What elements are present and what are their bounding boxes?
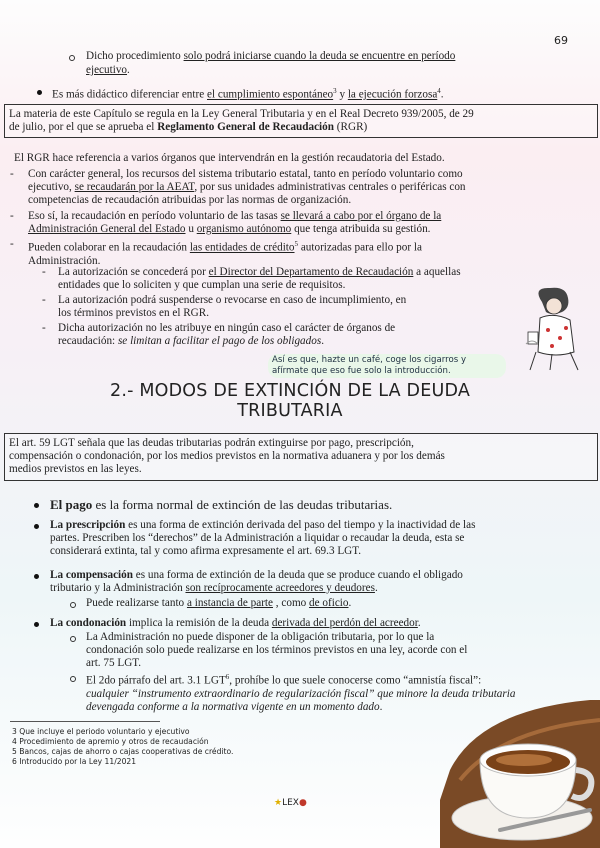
mode-compensacion: La compensación es una forma de extinción de la deuda que se produce cuando el obligado tributario y la Administración son recíprocamente acreedores y deudores.	[50, 569, 463, 594]
top-item-b: Es más didáctico diferenciar entre el cumplimiento espontáneo$^3$ y la ejecución forzosa$^4$.	[52, 87, 444, 101]
regulation-box: La materia de este Capítulo se regula en la Ley General Tributaria y en el Real Decreto 939/2005, de 29 de julio, por el que se aprueba el Reglamento General de Recaudación (RGR)	[4, 104, 598, 138]
page-number: 69	[554, 34, 568, 47]
sub-bullet-icon	[69, 55, 75, 61]
dash-sub-3: Dicha autorización no les atribuye en ningún caso el carácter de órganos de recaudación: se limitan a facilitar el pago de los obligados.	[58, 322, 396, 347]
section-title: 2.- MODOS DE EXTINCIÓN DE LA DEUDA TRIBUTARIA	[109, 381, 470, 421]
coffee-cup-illustration	[440, 690, 600, 848]
article-59-box: El art. 59 LGT señala que las deudas tributarias podrán extinguirse por pago, prescripción, compensación o condonación, por los medios previstos en la normativa aduanera y por los demás medios previstos en las leyes.	[4, 433, 598, 481]
brand-footer: ★LEX●	[274, 798, 307, 808]
sub-dash-marker: -	[42, 266, 46, 278]
bullet-icon	[34, 503, 39, 508]
blood-drop-icon: ●	[298, 798, 307, 808]
dash-item-3: Pueden colaborar en la recaudación las entidades de crédito$^5$ autorizadas para ello por la Administración.	[28, 240, 422, 267]
rgr-intro: El RGR hace referencia a varios órganos que intervendrán en la gestión recaudatoria del Estado.	[14, 152, 445, 164]
lady-drinking-illustration	[522, 282, 592, 372]
bullet-icon	[37, 90, 42, 95]
sub-bullet-icon	[70, 676, 76, 682]
condonacion-sub-2: El 2do párrafo del art. 3.1 LGT$^6$, prohíbe lo que suele conocerse como “amnistía fiscal”: cualquier “instrumento extraordinario de regularización fiscal” que minore la deuda tributaria devengada conforme a la normativa vigente en un momento dado.	[86, 673, 516, 713]
sub-bullet-icon	[70, 636, 76, 642]
footnote-separator	[10, 721, 160, 722]
mode-condonacion: La condonación implica la remisión de la deuda derivada del perdón del acreedor.	[50, 617, 421, 629]
condonacion-sub-1: La Administración no puede disponer de la obligación tributaria, por lo que la condonación solo puede realizarse en los términos previstos en una ley, acorde con el art. 75 LGT.	[86, 631, 468, 669]
bullet-icon	[34, 524, 39, 529]
dash-item-2: Eso sí, la recaudación en período voluntario de las tasas se llevará a cabo por el órgano de la Administración General del Estado u organismo autónomo que tenga atribuida su gestión.	[28, 210, 442, 235]
dash-marker: -	[10, 210, 14, 222]
speech-bubble: Así es que, hazte un café, coge los cigarros y afírmate que eso fue solo la introducción.	[268, 354, 506, 378]
sub-bullet-icon	[70, 602, 76, 608]
dash-sub-2: La autorización podrá suspenderse o revocarse en caso de incumplimiento, en los términos previstos en el RGR.	[58, 294, 407, 319]
bullet-icon	[34, 622, 39, 627]
compensacion-sub: Puede realizarse tanto a instancia de parte , como de oficio.	[86, 597, 352, 609]
dash-marker: -	[10, 168, 14, 180]
footnotes: 3 Que incluye el periodo voluntario y ejecutivo 4 Procedimiento de apremio y otros de recaudación 5 Bancos, cajas de ahorro o cajas cooperativas de crédito. 6 Introducido por la Ley 11/2021	[12, 727, 234, 766]
top-sub-a-line2: ejecutivo.	[86, 64, 130, 76]
sub-dash-marker: -	[42, 294, 46, 306]
top-sub-a-line1: Dicho procedimiento solo podrá iniciarse cuando la deuda se encuentre en período	[86, 50, 456, 62]
mode-pago: El pago es la forma normal de extinción de las deudas tributarias.	[50, 497, 393, 512]
mode-prescripcion: La prescripción es una forma de extinción derivada del paso del tiempo y la inactividad de las partes. Prescriben los “derechos” de la Administración a liquidar o recaudar la deuda, esta se considerará extinta, tal y como afirma expresamente el art. 69.3 LGT.	[50, 519, 476, 557]
dash-item-1: Con carácter general, los recursos del sistema tributario estatal, tanto en período voluntario como ejecutivo, se recaudarán por la AEAT, por sus unidades administrativas centrales o periféricas con competencias de recaudación atribuidas por las normas de organización.	[28, 168, 466, 206]
bullet-icon	[34, 574, 39, 579]
dash-marker: -	[10, 238, 14, 250]
sub-dash-marker: -	[42, 322, 46, 334]
dash-sub-1: La autorización se concederá por el Director del Departamento de Recaudación a aquellas entidades que lo soliciten y que cumplan una serie de requisitos.	[58, 266, 461, 291]
star-icon: ★	[274, 798, 283, 808]
